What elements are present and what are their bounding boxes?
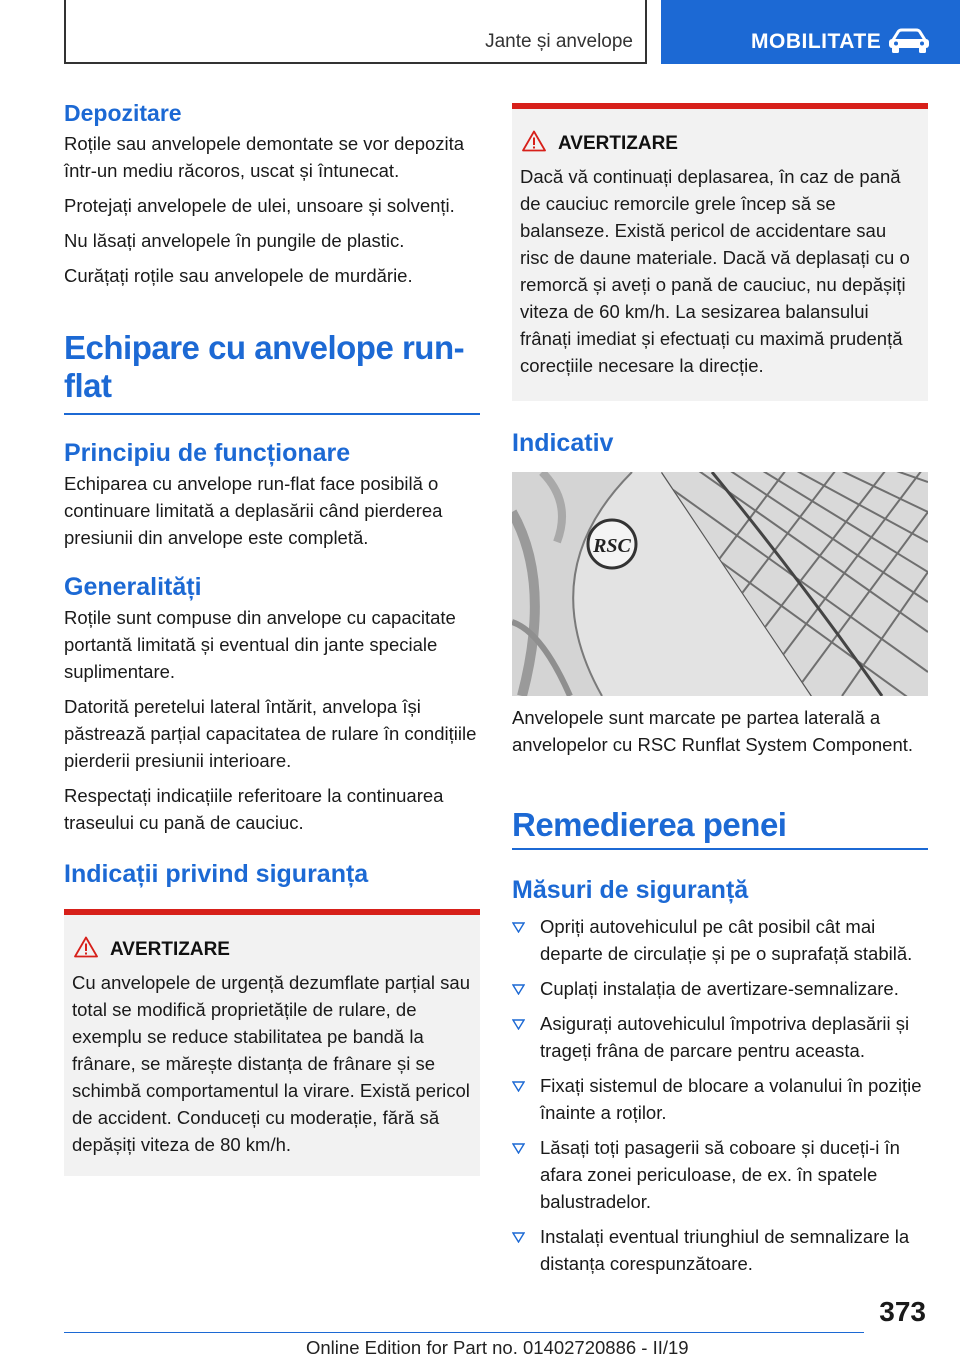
svg-text:RSC: RSC [593, 535, 631, 557]
list-item [512, 913, 928, 967]
repair-title: Remedierea penei [512, 806, 787, 843]
step-text: Lăsați toți pasagerii să coboare și duceți-i în afara zonei periculoase, de ex. în spatele balustradelor. [540, 1137, 900, 1212]
list-item [512, 1072, 928, 1126]
principle-text: Echiparea cu anvelope run-flat face posibilă o continuare limitată a deplasării când pierderea presiunii din anvelope este completă. [64, 473, 443, 548]
list-item [512, 1223, 928, 1277]
storage-paragraph: Protejați anvelopele de ulei, unsoare și solvenți. [64, 195, 455, 216]
general-paragraph: Datorită peretelui lateral întărit, anvelopa își păstrează parțial capacitatea de rulare în condițiile pierderii presiunii interioare. [64, 696, 477, 771]
runflat-title: Echipare cu anvelope run-flat [64, 329, 465, 404]
step-text: Cuplați instalația de avertizare-semnalizare. [540, 978, 899, 999]
general-paragraph: Respectați indicațiile referitoare la continuarea traseului cu pană de cauciuc. [64, 785, 444, 833]
footer-edition: Online Edition for Part no. 01402720886 - II/19 [306, 1337, 689, 1358]
triangle-bullet-icon [512, 1081, 525, 1092]
storage-paragraph: Roțile sau anvelopele demontate se vor depozita într-un mediu răcoros, uscat și întunecat. [64, 133, 465, 181]
figure-caption: Anvelopele sunt marcate pe partea laterală a anvelopelor cu RSC Runflat System Component. [512, 707, 914, 755]
storage-paragraph: Curățați roțile sau anvelopele de murdărie. [64, 265, 413, 286]
warning-triangle-icon [522, 130, 546, 152]
step-text: Instalați eventual triunghiul de semnalizare la distanța corespunzătoare. [540, 1226, 910, 1274]
step-text: Fixați sistemul de blocare a volanului în poziție înainte a roților. [540, 1075, 922, 1123]
triangle-bullet-icon [512, 1232, 525, 1243]
footer-rule [64, 1332, 864, 1333]
list-item [512, 975, 928, 1002]
warning-title [558, 133, 920, 155]
header-section-box [64, 0, 647, 64]
warning-title-text: AVERTIZARE [110, 939, 230, 960]
left-column [64, 100, 480, 1176]
step-text: Asigurați autovehiculul împotriva deplasării și trageți frâna de parcare pentru aceasta. [540, 1013, 910, 1061]
triangle-bullet-icon [512, 922, 525, 933]
warning-text: Cu anvelopele de urgență dezumflate parțial sau total se modifică proprietățile de rulare, de exemplu se reduce stabilitatea pe bandă la frânare, se mărește distanța de frânare și se schimbă comportamentul la virare. Există pericol de accident. Conduceți cu moderație, fără să depășiți viteza de 80 km/h. [72, 972, 471, 1155]
runflat-title-block [64, 329, 480, 415]
measures-heading: Măsuri de siguranță [512, 876, 749, 904]
triangle-bullet-icon [512, 1019, 525, 1030]
warning-box [512, 103, 928, 401]
safety-steps-list [512, 913, 928, 1277]
rsc-logo [588, 520, 636, 568]
right-column [512, 103, 928, 1285]
warning-box [64, 909, 480, 1176]
car-icon [887, 28, 931, 54]
triangle-bullet-icon [512, 984, 525, 995]
warning-text: Dacă vă continuați deplasarea, în caz de pană de cauciuc remorcile grele încep să se balanseze. Există pericol de accidentare sau risc de daune materiale. Dacă vă deplasați cu o remorcă și aveți o pană de cauciuc, nu depășiți viteza de 60 km/h. La sesizarea balansului frânați imediat și efectuați cu maximă prudență corecțiile necesare la direcție. [520, 166, 910, 376]
list-item [512, 1134, 928, 1215]
indicator-heading: Indicativ [512, 429, 614, 457]
list-item [512, 1010, 928, 1064]
storage-heading: Depozitare [64, 100, 182, 126]
warning-triangle-icon [74, 936, 98, 958]
header-chapter-label: MOBILITATE [751, 30, 882, 53]
warning-title-text: AVERTIZARE [558, 133, 678, 154]
general-paragraph: Roțile sunt compuse din anvelope cu capacitate portantă limitată și eventual din jante speciale suplimentare. [64, 607, 456, 682]
safety-heading: Indicații privind siguranța [64, 860, 369, 888]
header-chapter-tab [661, 0, 960, 64]
triangle-bullet-icon [512, 1143, 525, 1154]
step-text: Opriți autovehiculul pe cât posibil cât mai departe de circulație și pe o suprafață stabilă. [540, 916, 913, 964]
principle-heading: Principiu de funcționare [64, 439, 351, 467]
general-heading: Generalități [64, 573, 202, 601]
rsc-tire-figure [512, 472, 928, 696]
header-section-label: Jante și anvelope [485, 31, 633, 52]
warning-title [110, 939, 472, 961]
storage-paragraph: Nu lăsați anvelopele în pungile de plastic. [64, 230, 405, 251]
page-number: 373 [879, 1296, 926, 1327]
repair-title-block [512, 806, 928, 850]
